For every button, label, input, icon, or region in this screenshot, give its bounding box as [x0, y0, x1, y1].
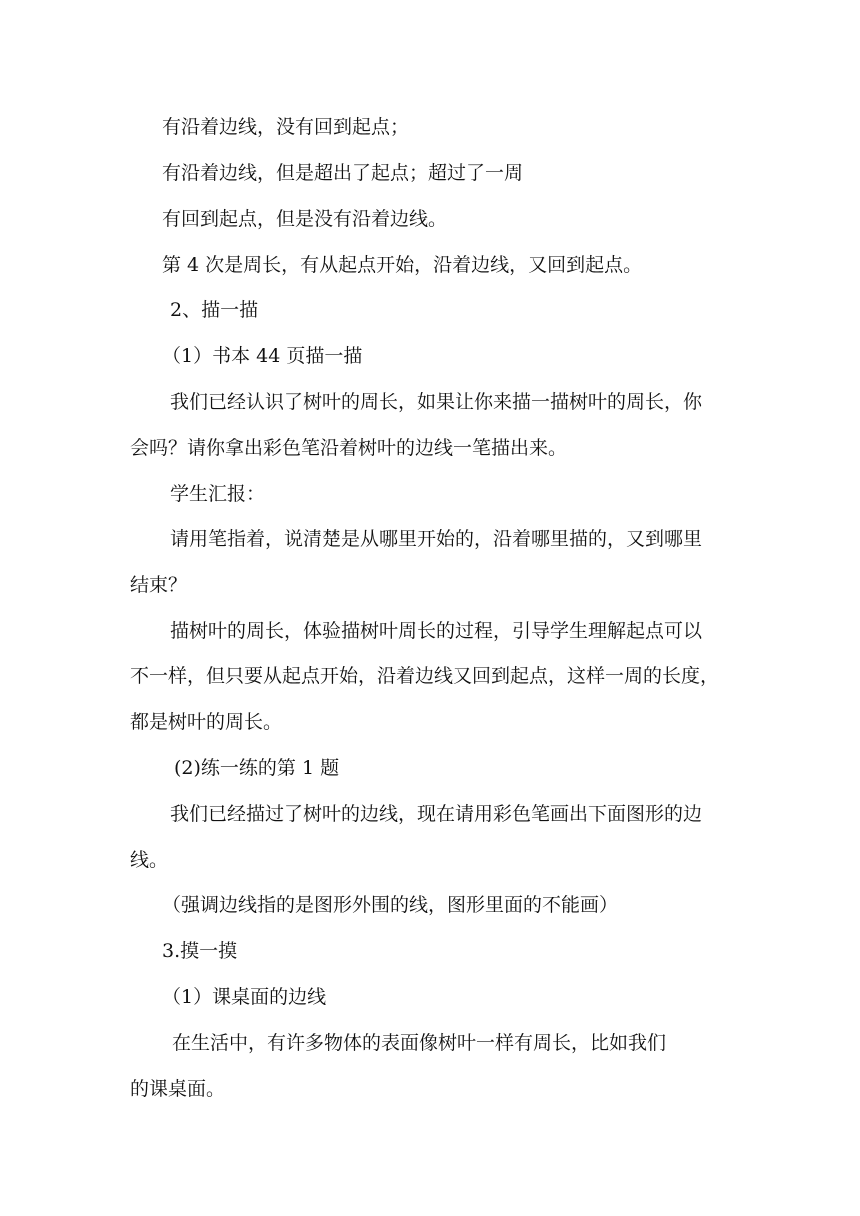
paragraph-line: 不一样，但只要从起点开始，沿着边线又回到起点，这样一周的长度， — [130, 665, 720, 687]
paragraph-line: 有沿着边线，没有回到起点； — [162, 116, 410, 138]
paragraph-line: 有回到起点，但是没有沿着边线。 — [162, 208, 448, 230]
paragraph-line: 会吗？请你拿出彩色笔沿着树叶的边线一笔描出来。 — [130, 437, 568, 459]
paragraph-line: 结束？ — [130, 574, 188, 596]
subsection-heading: (2)练一练的第 1 题 — [174, 757, 340, 779]
paragraph-line: 我们已经认识了树叶的周长，如果让你来描一描树叶的周长，你 — [170, 391, 703, 413]
paragraph-line: （强调边线指的是图形外围的线，图形里面的不能画） — [162, 894, 619, 916]
paragraph-line: 我们已经描过了树叶的边线，现在请用彩色笔画出下面图形的边 — [170, 803, 703, 825]
paragraph-line: 线。 — [130, 849, 169, 871]
section-heading: 3.摸一摸 — [162, 940, 238, 962]
paragraph-line: 在生活中，有许多物体的表面像树叶一样有周长，比如我们 — [172, 1032, 667, 1054]
paragraph-line: 都是树叶的周长。 — [130, 711, 283, 733]
subsection-heading: （1）书本 44 页描一描 — [162, 345, 363, 367]
section-heading: 2、描一描 — [170, 299, 259, 321]
paragraph-line: 请用笔指着，说清楚是从哪里开始的，沿着哪里描的，又到哪里 — [170, 528, 703, 550]
paragraph-line: 第 4 次是周长，有从起点开始，沿着边线，又回到起点。 — [162, 254, 643, 276]
subsection-heading: （1）课桌面的边线 — [162, 986, 327, 1008]
paragraph-line: 的课桌面。 — [130, 1078, 226, 1100]
paragraph-line: 学生汇报： — [170, 483, 266, 505]
paragraph-line: 有沿着边线，但是超出了起点；超过了一周 — [162, 162, 524, 184]
paragraph-line: 描树叶的周长，体验描树叶周长的过程，引导学生理解起点可以 — [170, 620, 703, 642]
